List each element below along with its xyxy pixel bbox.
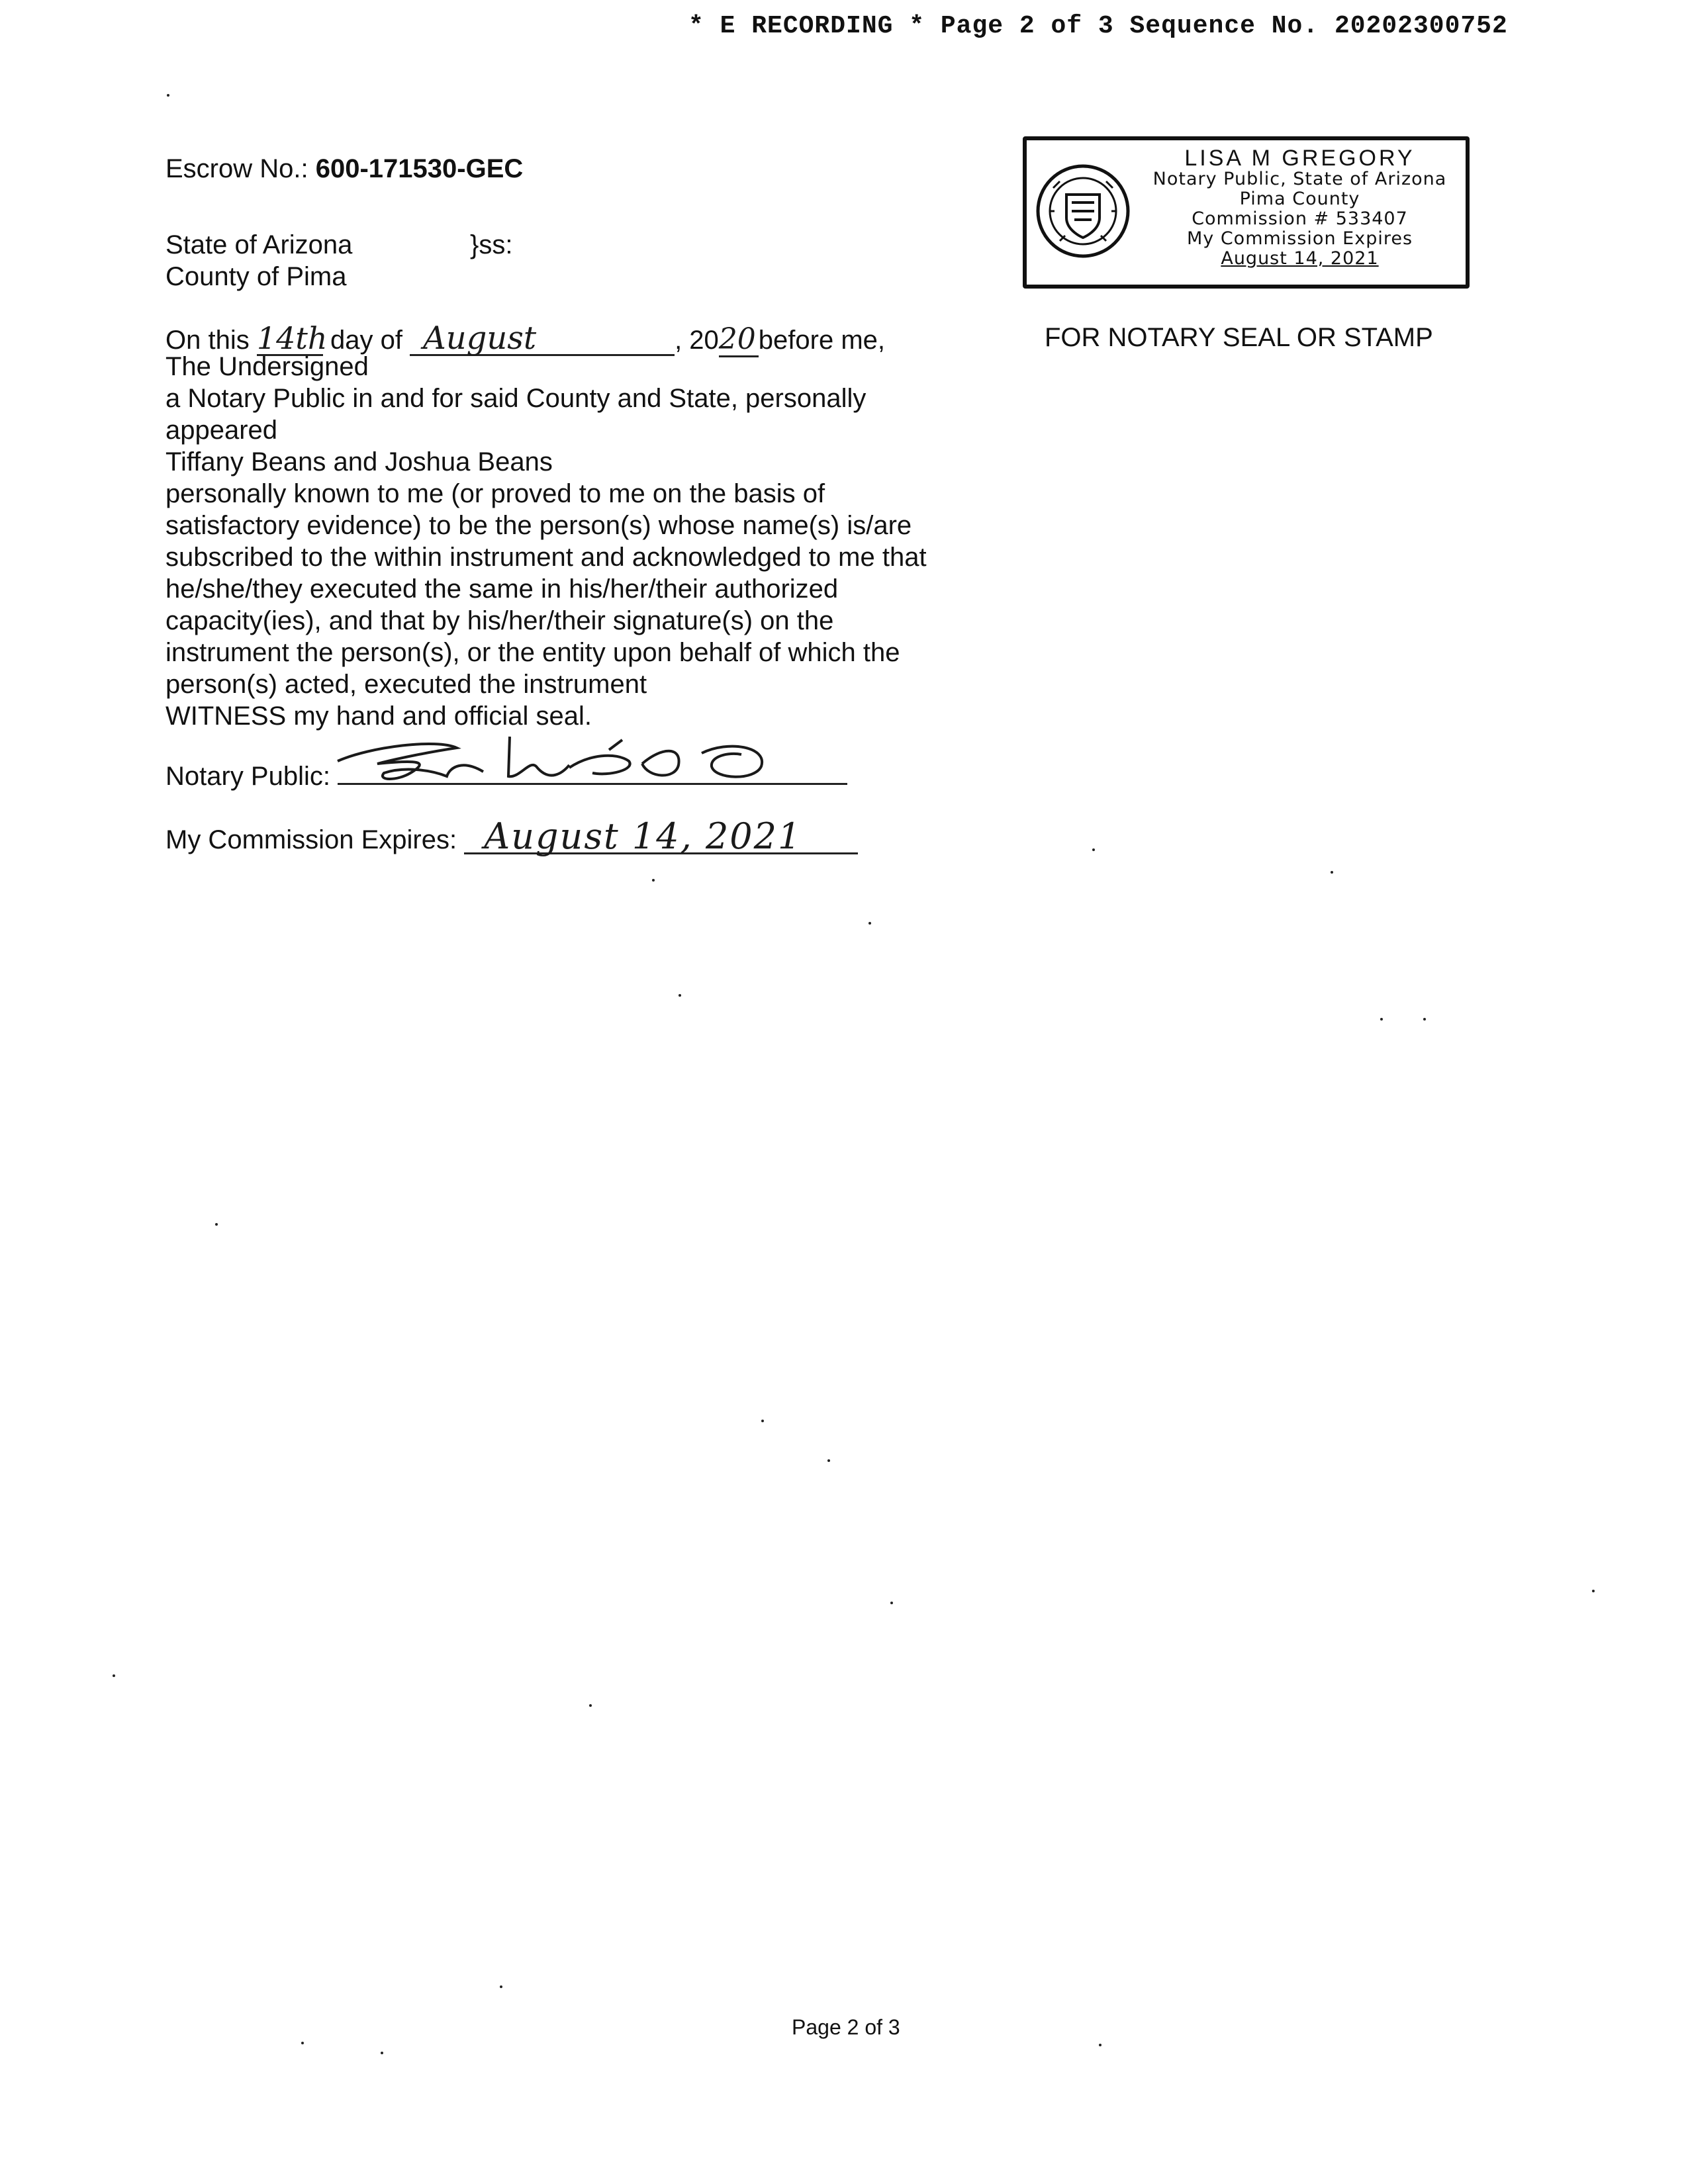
notary-stamp — [1023, 136, 1470, 289]
day-handwritten: 14th — [256, 320, 328, 356]
month-handwritten: August — [410, 322, 675, 356]
commission-expires-handwritten: August 14, 2021 — [464, 821, 858, 854]
day-of-text: day of — [330, 326, 402, 355]
page-footer: Page 2 of 3 — [792, 2015, 900, 2039]
escrow-number — [165, 154, 523, 184]
body-line: subscribed to the within instrument and acknowledged to me that — [165, 543, 927, 572]
scan-speck — [500, 1985, 502, 1988]
body-line: instrument the person(s), or the entity upon behalf of which the — [165, 638, 900, 667]
commission-expires-line — [165, 815, 858, 857]
body-line: person(s) acted, executed the instrument — [165, 670, 647, 699]
scan-speck — [381, 2052, 383, 2054]
acknowledgment-body — [165, 351, 980, 732]
scan-speck — [113, 1674, 115, 1677]
notary-signature — [331, 720, 781, 793]
scan-speck — [1331, 871, 1333, 874]
scan-speck — [215, 1223, 218, 1226]
stamp-notary-name: LISA M GREGORY — [1184, 146, 1415, 171]
scan-speck — [679, 994, 681, 997]
witness-line: WITNESS my hand and official seal. — [165, 702, 592, 731]
seal-caption: FOR NOTARY SEAL OR STAMP — [1045, 323, 1433, 352]
scan-speck — [868, 922, 871, 925]
scan-speck — [1423, 1018, 1426, 1021]
body-line: personally known to me (or proved to me on the basis of — [165, 479, 825, 508]
year-prefix-text: , 20 — [675, 326, 719, 355]
body-line: appeared — [165, 416, 278, 445]
body-line: The Undersigned — [165, 352, 369, 381]
stamp-line: Pima County — [1239, 189, 1360, 209]
scan-speck — [589, 1704, 592, 1707]
scan-speck — [761, 1420, 764, 1422]
stamp-line: Commission # 533407 — [1192, 208, 1408, 229]
scan-speck — [301, 2042, 304, 2044]
year-handwritten: 20 — [719, 324, 759, 357]
escrow-value: 600-171530-GEC — [315, 154, 524, 183]
arizona-seal-icon — [1033, 148, 1133, 274]
notary-signature-blank — [338, 756, 847, 785]
venue-ss: }ss: — [470, 230, 513, 259]
stamp-line: August 14, 2021 — [1221, 248, 1379, 269]
scan-speck — [827, 1459, 830, 1462]
scan-speck — [167, 94, 169, 97]
scan-speck — [1380, 1018, 1383, 1021]
recording-header: * E RECORDING * Page 2 of 3 Sequence No. 20202300752 — [688, 12, 1508, 40]
body-line: capacity(ies), and that by his/her/their signature(s) on the — [165, 606, 834, 635]
scan-speck — [890, 1602, 893, 1604]
before-me-text: before me, — [758, 326, 885, 355]
body-line: satisfactory evidence) to be the person(s) whose name(s) is/are — [165, 511, 912, 540]
notary-label: Notary Public: — [165, 762, 330, 791]
scan-speck — [1092, 848, 1095, 851]
scan-speck — [1592, 1590, 1595, 1592]
venue-state: State of Arizona — [165, 230, 353, 259]
body-line: a Notary Public in and for said County and State, personally — [165, 384, 867, 413]
on-this-text: On this — [165, 326, 250, 355]
body-line-names: Tiffany Beans and Joshua Beans — [165, 447, 553, 477]
notary-signature-line — [165, 756, 847, 792]
venue-county: County of Pima — [165, 262, 347, 291]
scan-speck — [1099, 2044, 1102, 2046]
commission-label: My Commission Expires: — [165, 825, 457, 854]
stamp-line: My Commission Expires — [1186, 228, 1413, 249]
stamp-text-block — [1133, 147, 1467, 269]
stamp-line: Notary Public, State of Arizona — [1152, 169, 1447, 189]
scan-speck — [652, 879, 655, 882]
escrow-label: Escrow No.: — [165, 154, 308, 183]
body-line: he/she/they executed the same in his/her/their authorized — [165, 574, 839, 604]
